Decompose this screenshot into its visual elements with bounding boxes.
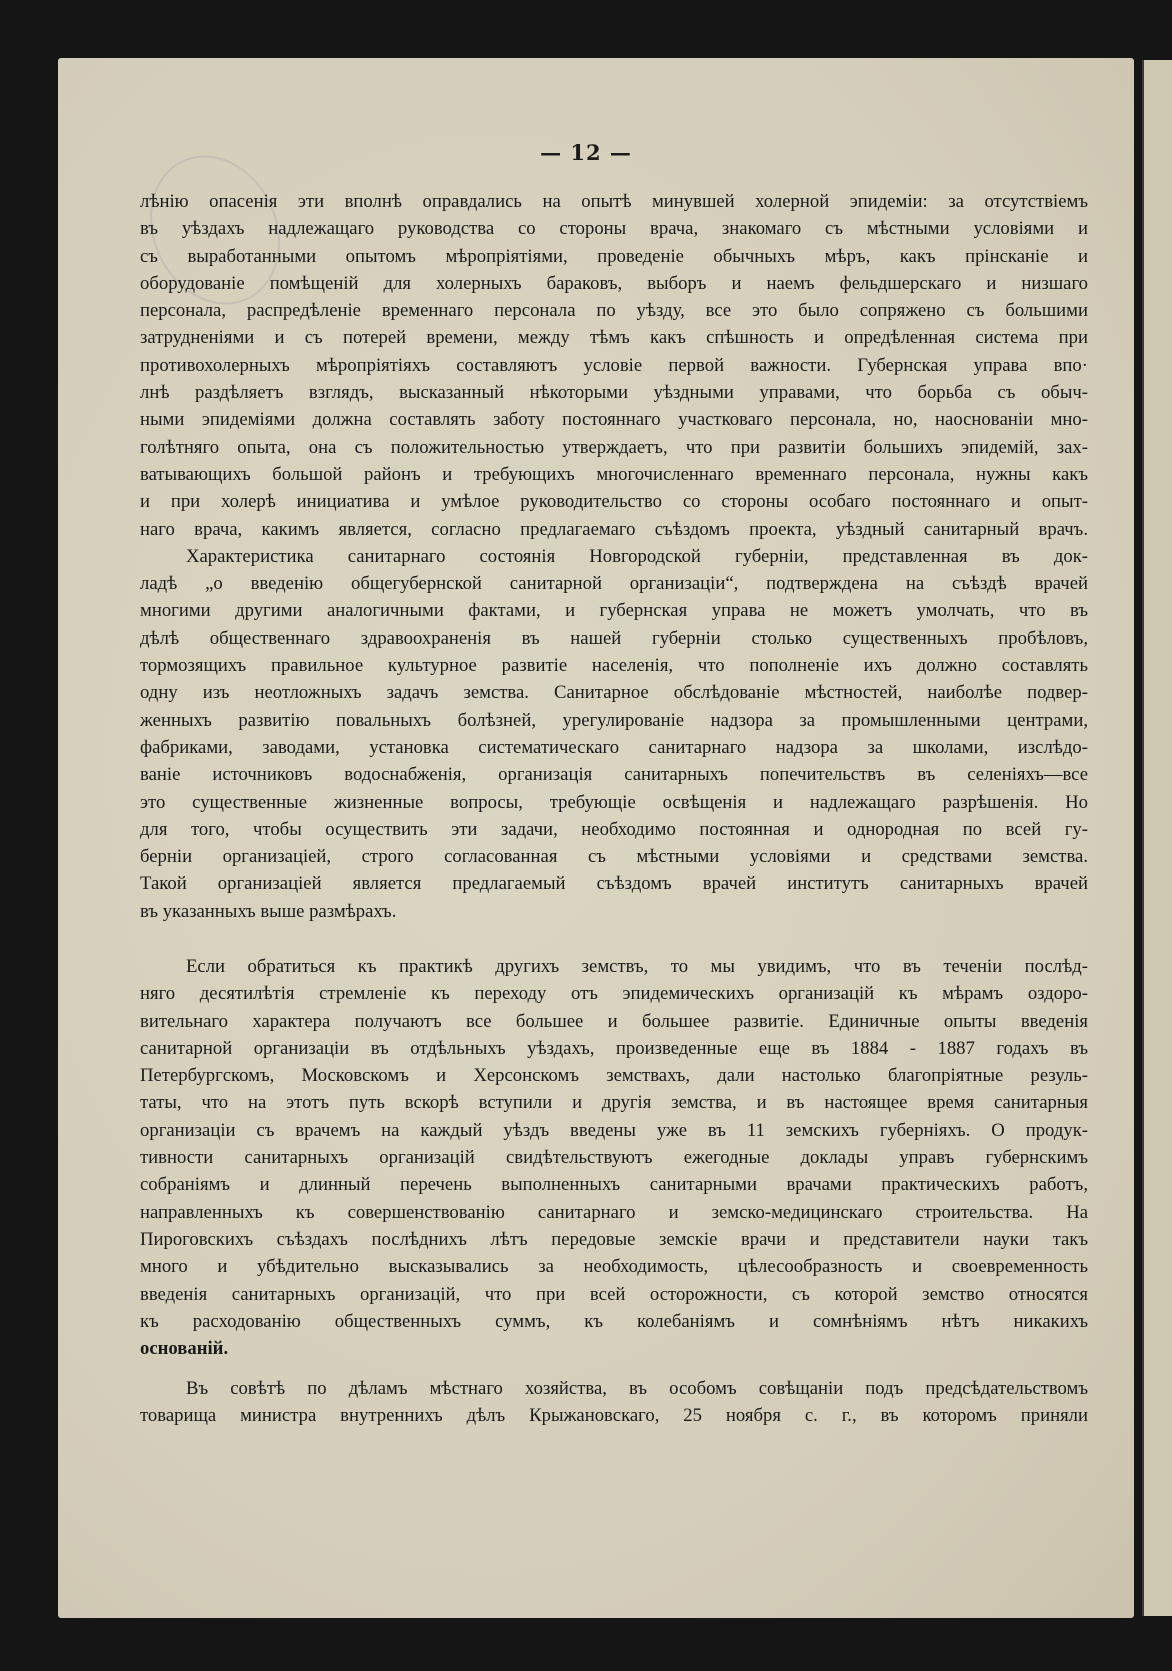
text-line: Пироговскихъ съѣздахъ послѣднихъ лѣтъ передовые земскіе врачи и представители науки такъ [140,1228,1088,1250]
text-line: затрудненіями и съ потерей времени, между тѣмъ какъ спѣшность и опредѣленная система при [140,327,1088,349]
text-line: товарища министра внутреннихъ дѣлъ Крыжановскаго, 25 ноября с. г., въ которомъ приняли [140,1405,1088,1427]
text-line: направленныхъ къ совершенствованію санитарнаго и земско-медицинскаго строительства. На [140,1201,1088,1223]
text-line: собраніямъ и длинный перечень выполненныхъ санитарными врачами практическихъ работъ, [140,1174,1088,1196]
text-line: ваніе источниковъ водоснабженія, организація санитарныхъ попечительствъ въ селеніяхъ—все [140,764,1088,786]
text-line: дѣлѣ общественнаго здравоохраненія въ нашей губерніи столько существенныхъ пробѣловъ, [140,627,1088,649]
paragraph-1 [140,188,1088,925]
page-number: — 12 — [540,140,632,165]
paragraph-2 [140,953,1088,1362]
text-line: противохолерныхъ мѣропріятіяхъ составляютъ условіе первой важности. Губернская управа впо· [140,354,1088,376]
text-line: персонала, распредѣленіе временнаго персонала по уѣзду, все это было сопряжено съ большими [140,300,1088,322]
text-line: Характеристика санитарнаго состоянія Новгородской губерніи, представленная въ док- [186,545,1088,567]
text-line: таты, что на этотъ путь вскорѣ вступили и другія земства, и въ настоящее время санитарныя [140,1092,1088,1114]
text-line: Такой организаціей является предлагаемый съѣздомъ врачей институтъ санитарныхъ врачей [140,873,1088,895]
text-line: ладѣ „о введенію общегубернской санитарной организаціи“, подтверждена на съѣздѣ врачей [140,573,1088,595]
text-line: тормозящихъ правильное культурное развитіе населенія, что пополненіе ихъ должно составлять [140,655,1088,677]
text-line: Въ совѣтѣ по дѣламъ мѣстнаго хозяйства, въ особомъ совѣщаніи подъ предсѣдательствомъ [186,1378,1088,1399]
text-line: оборудованіе помѣщеній для холерныхъ бараковъ, выборъ и наемъ фельдшерскаго и низшаго [140,272,1088,294]
text-line: введенія санитарныхъ организацій, что при всей осторожности, съ которой земство относятся [140,1283,1088,1305]
text-line: голѣтняго опыта, она съ положительностью утверждаетъ, что при развитіи большихъ эпидемій, зах- [140,436,1088,458]
text-line: лнѣ раздѣляетъ взглядъ, высказанный нѣкоторыми уѣздными управами, что борьба съ обыч- [140,382,1088,404]
text-line: въ указанныхъ выше размѣрахъ. [140,900,397,922]
text-line: берніи организаціей, строго согласованная съ мѣстными условіями и средствами земства. [140,846,1088,868]
text-line: санитарной организаціи въ отдѣльныхъ уѣздахъ, произведенные еще въ 1884 - 1887 годахъ въ [140,1037,1088,1059]
next-page-edge [1142,60,1172,1616]
text-line: Если обратиться къ практикѣ другихъ земствъ, то мы увидимъ, что въ теченіи послѣд- [186,956,1088,977]
text-line: это существенные жизненные вопросы, требующіе освѣщенія и надлежащаго разрѣшенія. Но [140,791,1088,813]
text-line: съ выработанными опытомъ мѣропріятіями, проведеніе обычныхъ мѣръ, какъ прінсканіе и [140,245,1088,267]
text-line: организаціи съ врачемъ на каждый уѣздъ введены уже въ 11 земскихъ губерніяхъ. О продук- [140,1119,1088,1141]
text-line: наго врача, какимъ является, согласно предлагаемаго съѣздомъ проекта, уѣздный санитарный врачъ. [140,518,1088,540]
text-line: къ расходованію общественныхъ суммъ, къ колебаніямъ и сомнѣніямъ нѣтъ никакихъ [140,1310,1088,1332]
text-line: въ уѣздахъ надлежащаго руководства со стороны врача, знакомаго съ мѣстными условіями и [140,218,1088,240]
text-line: основаній. [140,1338,229,1360]
text-line: женныхъ развитію повальныхъ болѣзней, урегулированіе надзора за промышленными центрами, [140,709,1088,731]
text-line: Петербургскомъ, Московскомъ и Херсонскомъ земствахъ, дали настолько благопріятные резуль- [140,1065,1088,1087]
text-line: одну изъ неотложныхъ задачъ земства. Санитарное обслѣдованіе мѣстностей, наиболѣе подвер- [140,682,1088,704]
text-line: ватывающихъ большой районъ и требующихъ многочисленнаго временнаго персонала, нужны какъ [140,463,1088,485]
text-line: няго десятилѣтія стремленіе къ переходу отъ эпидемическихъ организацій къ мѣрамъ оздоро- [140,983,1088,1005]
text-line: ными эпидеміями должна составлять заботу постояннаго участковаго персонала, но, наосновaніи мно- [140,409,1088,431]
paragraph-3 [140,1375,1088,1430]
text-line: много и убѣдительно высказывались за необходимость, цѣлесообразность и своевременность [140,1256,1088,1278]
text-line: тивности санитарныхъ организацій свидѣтельствуютъ ежегодные доклады управъ губернскимъ [140,1147,1088,1169]
text-line: фабриками, заводами, установка систематическаго санитарнаго надзора за школами, изслѣдо- [140,736,1088,758]
text-line: вительнаго характера получаютъ все большее и большее развитіе. Единичные опыты введенія [140,1010,1088,1032]
text-line: и при холерѣ инициатива и умѣлое руководительство со стороны особаго постояннаго и опыт- [140,491,1088,513]
text-line: лѣнію опасенія эти вполнѣ оправдались на опытѣ минувшей холерной эпидеміи: за отсутствіемъ [140,191,1088,212]
text-line: многими другими аналогичными фактами, и губернская управа не можетъ умолчать, что въ [140,600,1088,622]
text-line: для того, чтобы осуществить эти задачи, необходимо постоянная и однородная по всей гу- [140,818,1088,840]
